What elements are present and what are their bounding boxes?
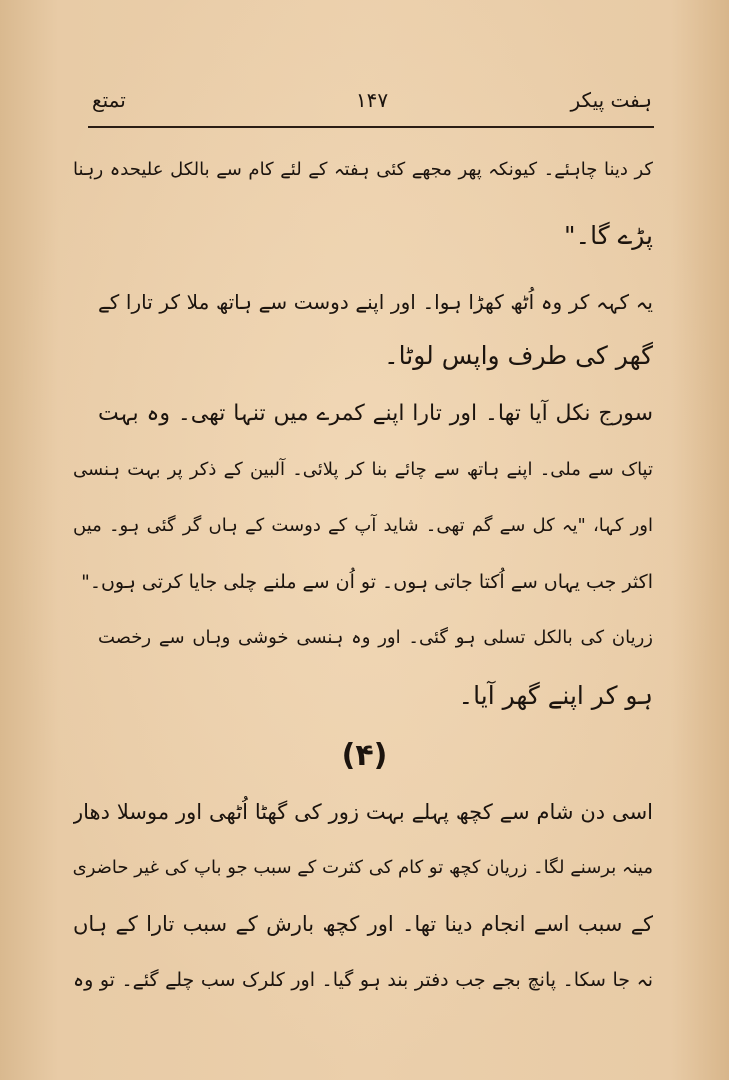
running-header (92, 86, 652, 122)
text-line: گھر کی طرف واپس لوٹا۔ (384, 341, 653, 370)
text-line: کے سبب اسے انجام دینا تھا۔ اور کچھ بارش کے سبب تارا کے ہاں (73, 912, 653, 936)
author-name: تمتع (92, 88, 126, 112)
text-line: اکثر جب یہاں سے اُکتا جاتی ہوں۔ تو اُن سے ملنے چلی جایا کرتی ہوں۔" (81, 571, 653, 593)
text-line: کر دینا چاہئے۔ کیونکہ پھر مجھے کئی ہفتہ کے لئے کام سے بالکل علیحدہ رہنا (73, 159, 653, 180)
header-rule (88, 126, 654, 128)
text-line: سورج نکل آیا تھا۔ اور تارا اپنے کمرے میں تنہا تھی۔ وہ بہت (98, 401, 653, 426)
section-number: (۴) (341, 738, 388, 773)
text-line: تپاک سے ملی۔ اپنے ہاتھ سے چائے بنا کر پلائی۔ آلبین کے ذکر پر بہت ہنسی (73, 459, 653, 480)
text-line: مینہ برسنے لگا۔ زریان کچھ تو کام کی کثرت کے سبب جو باپ کی غیر حاضری (73, 857, 653, 878)
text-line: اسی دن شام سے کچھ پہلے بہت زور کی گھٹا اُٹھی اور موسلا دھار (73, 800, 653, 824)
page-number: ۱۴۷ (355, 88, 389, 112)
text-line: پڑے گا۔" (563, 221, 653, 250)
text-line: یہ کہہ کر وہ اُٹھ کھڑا ہوا۔ اور اپنے دوست سے ہاتھ ملا کر تارا کے (98, 290, 653, 314)
text-line: اور کہا، "یہ کل سے گم تھی۔ شاید آپ کے دوست کے ہاں گر گئی ہو۔ میں (73, 515, 653, 536)
text-line: زریان کی بالکل تسلی ہو گئی۔ اور وہ ہنسی خوشی وہاں سے رخصت (98, 627, 653, 648)
text-line: نہ جا سکا۔ پانچ بجے جب دفتر بند ہو گیا۔ اور کلرک سب چلے گئے۔ تو وہ (73, 969, 653, 991)
book-title: ہفت پیکر (570, 88, 652, 112)
text-line: ہو کر اپنے گھر آیا۔ (458, 681, 653, 710)
